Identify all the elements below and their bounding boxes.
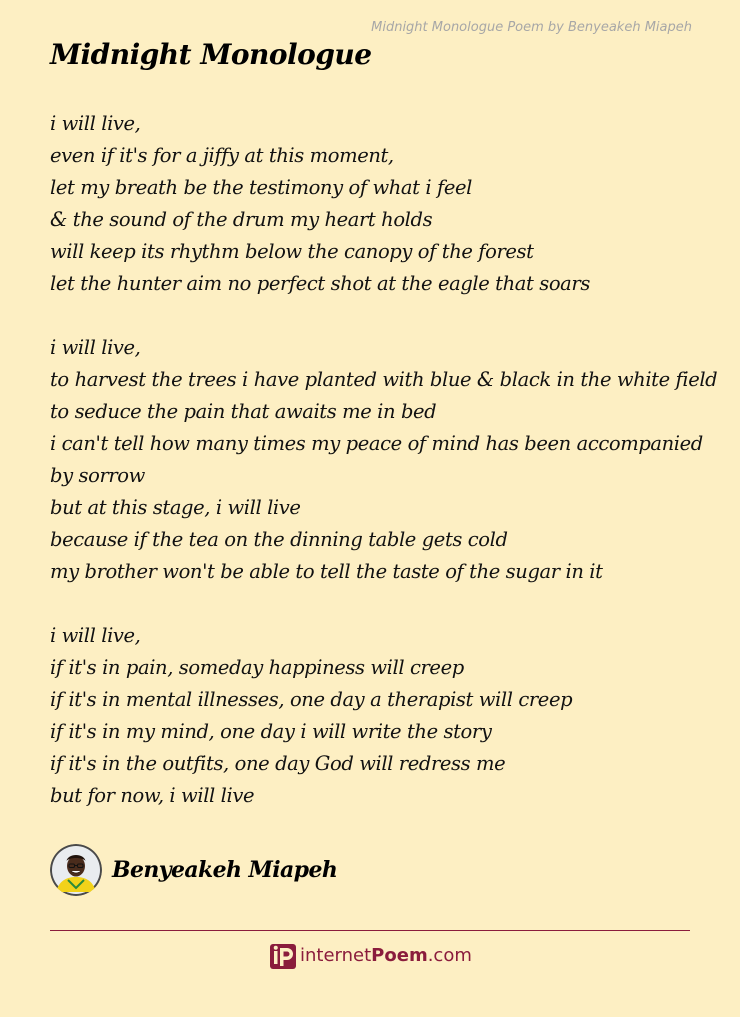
- poem-line: by sorrow: [50, 464, 145, 487]
- poem-line: to harvest the trees i have planted with blue & black in the white field: [50, 368, 718, 391]
- poem-line: even if it's for a jiffy at this moment,: [50, 144, 394, 167]
- brand-suffix: .com: [427, 945, 472, 966]
- poem-body: [50, 108, 718, 812]
- watermark-caption: Midnight Monologue Poem by Benyeakeh Miapeh: [371, 20, 692, 35]
- poem-line: if it's in the outfits, one day God will redress me: [50, 752, 506, 775]
- footer-divider: [50, 930, 690, 931]
- poem-line: i will live,: [50, 624, 141, 647]
- poem-line: if it's in my mind, one day i will write the story: [50, 720, 492, 743]
- poem-title: Midnight Monologue: [50, 38, 372, 71]
- poem-line: will keep its rhythm below the canopy of the forest: [50, 240, 534, 263]
- poem-line: if it's in pain, someday happiness will creep: [50, 656, 464, 679]
- poem-line: let the hunter aim no perfect shot at the eagle that soars: [50, 272, 590, 295]
- author-name[interactable]: Benyeakeh Miapeh: [112, 857, 338, 883]
- poem-line: i will live,: [50, 336, 141, 359]
- poem-line: but at this stage, i will live: [50, 496, 301, 519]
- poem-line: i will live,: [50, 112, 141, 135]
- poem-line: to seduce the pain that awaits me in bed: [50, 400, 437, 423]
- stanza-2: [50, 332, 718, 588]
- poem-line: but for now, i will live: [50, 784, 255, 807]
- author-portrait-icon: [50, 844, 102, 896]
- ip-logo-icon: [270, 942, 296, 969]
- stanza-3: [50, 620, 710, 812]
- brand-prefix: internet: [300, 945, 372, 966]
- poem-line: let my breath be the testimony of what i feel: [50, 176, 472, 199]
- poem-line: & the sound of the drum my heart holds: [50, 208, 433, 231]
- author-byline[interactable]: [50, 844, 337, 896]
- brand-link[interactable]: [270, 942, 472, 969]
- poem-line: my brother won't be able to tell the taste of the sugar in it: [50, 560, 603, 583]
- brand-bold: Poem: [371, 945, 428, 966]
- stanza-1: [50, 108, 710, 300]
- poem-line: i can't tell how many times my peace of mind has been accompanied: [50, 432, 703, 455]
- poem-line: because if the tea on the dinning table gets cold: [50, 528, 508, 551]
- poem-line: if it's in mental illnesses, one day a therapist will creep: [50, 688, 573, 711]
- author-avatar[interactable]: [50, 844, 102, 896]
